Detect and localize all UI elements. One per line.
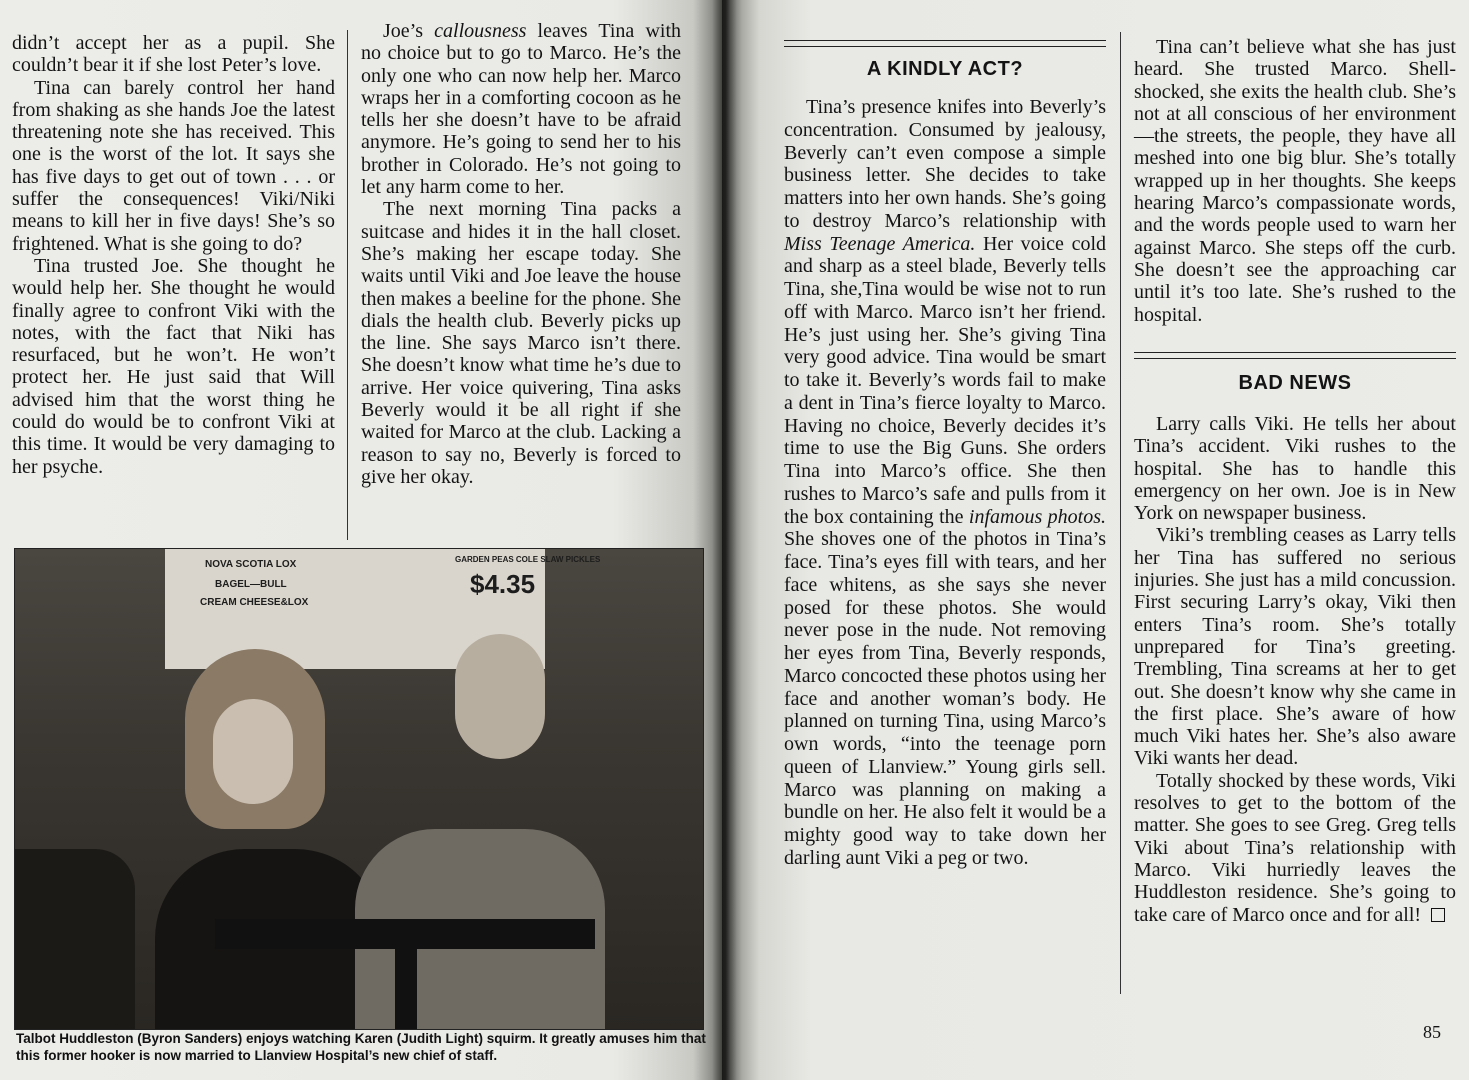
sign-cream-cheese: CREAM CHEESE&LOX xyxy=(200,597,309,608)
left-page xyxy=(0,0,722,1080)
sign-sides: GARDEN PEAS COLE SLAW PICKLES xyxy=(455,555,601,564)
right-column-2-bottom xyxy=(1134,413,1456,926)
paragraph: The next morning Tina packs a suitcase and hides it in the hall closet. She’s making her escape today. She waits until Viki and Joe leave the house then makes a beeline for the phone. She dials the health club. Beverly picks up the line. She says Marco isn’t there. She doesn’t know what time he’s due to arrive. Her voice quivering, Tina asks Beverly would it be all right if she waited for Marco at the club. Lacking a reason to say no, Beverly is forced to give her okay. xyxy=(361,198,681,488)
end-mark-icon xyxy=(1431,908,1445,922)
sign-lox: NOVA SCOTIA LOX xyxy=(205,559,297,570)
page-number: 85 xyxy=(1423,1022,1441,1042)
left-column-1 xyxy=(12,32,335,478)
section-title-bad-news: BAD NEWS xyxy=(1238,372,1352,394)
section-rule xyxy=(1134,352,1456,359)
right-column-2-top xyxy=(1134,36,1456,326)
paragraph: Larry calls Viki. He tells her about Tina’s accident. Viki rushes to the hospital. She has to handle this emergency on her own. Joe is in New York on newspaper business. xyxy=(1134,413,1456,525)
sign-bagel: BAGEL—BULL xyxy=(215,579,287,590)
photo-talbot-karen xyxy=(14,548,704,1030)
paragraph: Viki’s trembling ceases as Larry tells her Tina has suffered no serious injuries. She just has a mild concussion. First securing Larry’s okay, Viki then enters Tina’s room. She’s totally unprepared for Tina’s greeting. Trembling, Tina screams at her to get out. She doesn’t know why she came in the first place. She’s aware of how much Viki hates her. She’s also aware Viki wants her dead. xyxy=(1134,524,1456,770)
table-leg xyxy=(395,949,417,1029)
booth-seat xyxy=(15,849,135,1029)
spine-shadow xyxy=(712,0,742,1080)
price-sign: $4.35 xyxy=(470,569,536,599)
man-face xyxy=(455,634,545,759)
column-divider xyxy=(1120,32,1121,994)
paragraph: Totally shocked by these words, Viki resolves to get to the bottom of the matter. She goes to see Greg. Greg tells Viki about Tina’s relationship with Marco. Viki hurriedly leaves the Huddleston residence. She’s going to take care of Marco once and for all! xyxy=(1134,769,1456,926)
paragraph: Tina can barely control her hand from shaking as she hands Joe the latest threatening note she has received. This one is the worst of the lot. It says she has five days to get out of town . . . or suffer the consequences! Viki/Niki means to kill her in five days! She’s so frightened. What is she going to do? xyxy=(12,76,335,255)
column-divider xyxy=(347,30,348,540)
paragraph: Joe’s callousness leaves Tina with no choice but to go to Marco. He’s the only one who can now help her. Marco wraps her in a comforting cocoon as he tells her she doesn’t have to be afraid anymore. He’s going to send her to his brother in Colorado. He’s not going to let any harm come to her. xyxy=(361,20,681,199)
paragraph: didn’t accept her as a pupil. She couldn’t bear it if she lost Peter’s love. xyxy=(12,32,335,77)
section-title-kindly-act: A KINDLY ACT? xyxy=(866,58,1024,80)
right-page xyxy=(722,0,1469,1080)
right-column-1 xyxy=(784,96,1106,870)
section-rule xyxy=(784,40,1106,47)
left-column-2 xyxy=(361,20,681,488)
paragraph: Tina’s presence knifes into Beverly’s concentration. Consumed by jealousy, Beverly can’t even compose a simple business letter. She decides to take matters into her own hands. She’s going to destroy Marco’s relationship with Miss Teenage America. Her voice cold and sharp as a steel blade, Beverly tells Tina, she,Tina would be wise not to run off with Marco. Marco isn’t her friend. He’s just using her. She’s giving Tina very good advice. Tina would be smart to take it. Beverly’s words fail to make a dent in Tina’s fierce loyalty to Marco. Having no choice, Beverly decides it’s time to use the Big Guns. She orders Tina into Marco’s office. She then rushes to Marco’s safe and pulls from it the box containing the infamous photos. She shoves one of the photos in Tina’s face. Tina’s eyes fill with tears, and her face whitens, as she says she never posed for these photos. She would never pose in the nude. Not removing her eyes from Tina, Beverly responds, Marco concocted these photos using her face and another woman’s body. He planned on turning Tina, using Marco’s own words, “into the teenage porn queen of Llanview.” Young girls sell. Marco was planning on making a bundle on her. He also felt it would be a mighty good way to take down her darling aunt Viki a peg or two. xyxy=(784,96,1107,869)
paragraph: Tina trusted Joe. She thought he would help her. She thought he would finally agree to confront Viki with the notes, with the fact that Niki has resurfaced, but he won’t. He won’t protect her. He just said that Will advised him that the worst thing he could do would be to confront Viki at this time. It would be very damaging to her psyche. xyxy=(12,254,335,478)
table xyxy=(215,919,595,949)
woman-face xyxy=(213,699,293,804)
paragraph: Tina can’t believe what she has just heard. She trusted Marco. Shell-shocked, she exits the health club. She’s not at all conscious of her environment—the streets, the people, they have all meshed into one big blur. She’s totally wrapped up in her thoughts. She keeps hearing Marco’s compassionate words, and the words people used to warn her against Marco. She steps off the curb. She doesn’t see the approaching car until it’s too late. She’s rushed to the hospital. xyxy=(1134,36,1456,326)
photo-caption: Talbot Huddleston (Byron Sanders) enjoys watching Karen (Judith Light) squirm. It greatly amuses him that this former hooker is now married to Llanview Hospital’s new chief of staff. xyxy=(16,1031,706,1063)
